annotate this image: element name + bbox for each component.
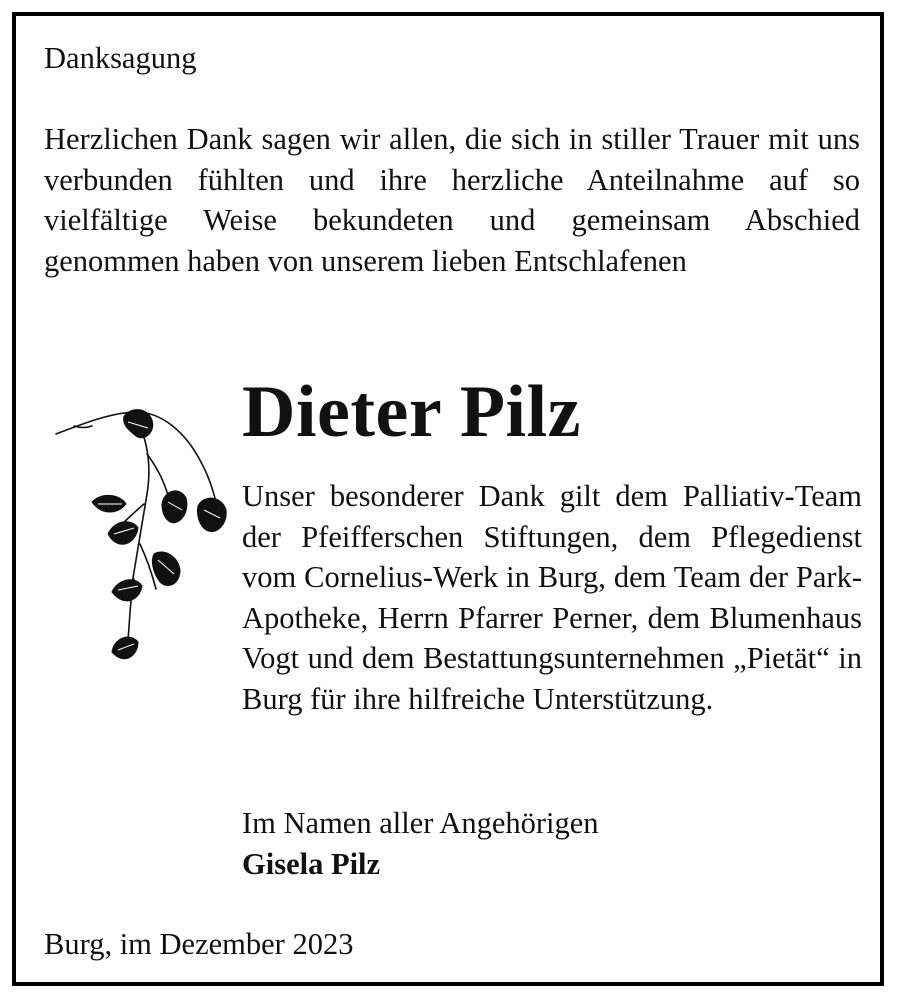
notice-heading: Danksagung [44,41,197,75]
deceased-name: Dieter Pilz [242,371,582,453]
closing-line: Im Namen aller Angehörigen [242,806,599,840]
notice-frame [12,12,884,986]
place-date: Burg, im Dezember 2023 [44,927,354,961]
signer-name: Gisela Pilz [242,847,381,881]
intro-paragraph: Herzlichen Dank sagen wir allen, die sich in stiller Trauer mit uns verbunden fühlten und ihre herzliche Anteilnahme auf so vielfältige Weise bekundeten und gemeinsam Abschied genommen haben von unserem lieben Entschlafenen [44,122,860,278]
birch-branch-icon [52,394,238,674]
special-thanks-paragraph: Unser besonderer Dank gilt dem Palliativ-Team der Pfeifferschen Stiftungen, dem Pflegedienst vom Cornelius-Werk in Burg, dem Team der Park-Apotheke, Herrn Pfarrer Perner, dem Blumenhaus Vogt und dem Bestattungsunternehmen „Pietät“ in Burg für ihre hilfreiche Unterstützung. [242,479,862,716]
